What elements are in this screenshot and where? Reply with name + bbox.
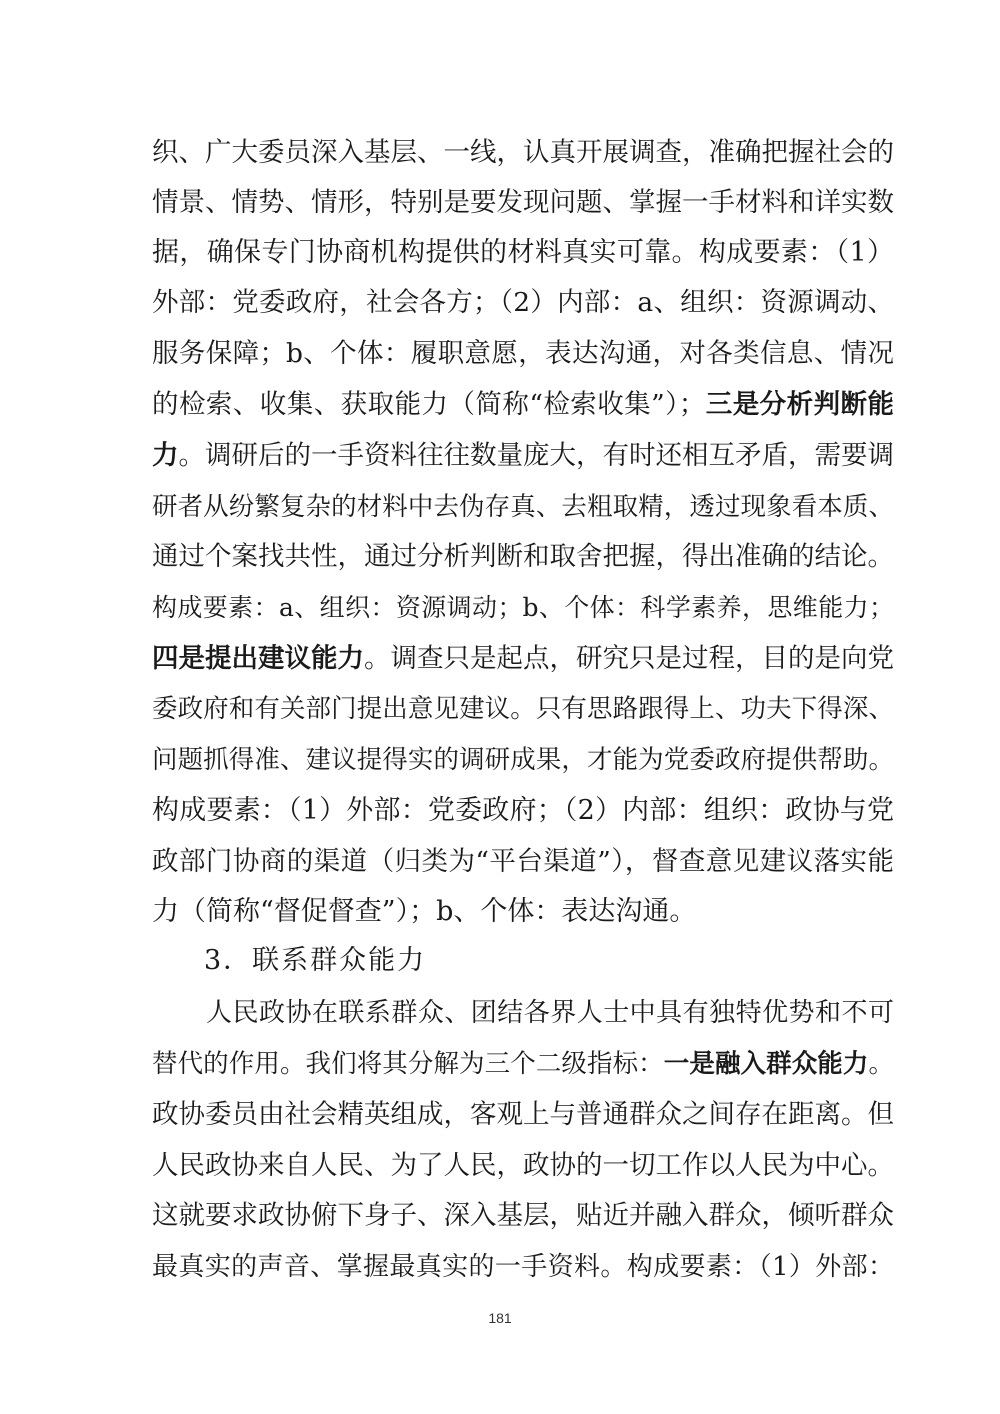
line-text: 人民政协在联系群众、团结各界人士中具有独特优势和不可 [206, 998, 894, 1028]
paragraph-line [152, 845, 894, 879]
line-text: 最真实的声音、掌握最真实的一手资料。构成要素：（1）外部： [152, 1252, 894, 1282]
page-number: 181 [488, 1310, 512, 1326]
line-text: 织、广大委员深入基层、一线，认真开展调查，准确把握社会的 [152, 137, 894, 168]
line-text: 构成要素：（1）外部：党委政府；（2）内部：组织：政协与党 [152, 795, 894, 826]
paragraph-line [152, 895, 894, 929]
paragraph-line [152, 794, 894, 828]
line-text: 的检索、收集、获取能力（简称“检索收集”）； [152, 389, 706, 420]
line-text: 构成要素：a、组织：资源调动；b、个体：科学素养，思维能力； [152, 593, 894, 622]
line-text: 力（简称“督促督查”）；b、个体：表达沟通。 [152, 896, 697, 927]
paragraph-line [152, 1199, 894, 1233]
paragraph-line [152, 1098, 894, 1132]
line-text: 替代的作用。我们将其分解为三个二级指标： [152, 1049, 664, 1079]
bold-indicator-text: 三是分析判断能 [705, 389, 894, 420]
paragraph-line [152, 136, 894, 170]
paragraph-line [152, 490, 894, 524]
line-text: 委政府和有关部门提出意见建议。只有思路跟得上、功夫下得深、 [152, 694, 894, 724]
paragraph-line [152, 1149, 894, 1183]
bold-indicator-text: 力 [152, 440, 179, 471]
line-text: 。调研后的一手资料往往数量庞大，有时还相互矛盾，需要调 [178, 440, 894, 471]
heading-text: 3．联系群众能力 [204, 945, 427, 976]
line-text: 人民政协来自人民、为了人民，政协的一切工作以人民为中心。 [152, 1150, 894, 1181]
line-text: 通过个案找共性，通过分析判断和取舍把握，得出准确的结论。 [152, 541, 894, 572]
paragraph-line [152, 692, 894, 726]
paragraph-line [152, 439, 894, 473]
paragraph-line [152, 1047, 894, 1081]
paragraph-line [152, 186, 894, 220]
paragraph-line [152, 1250, 894, 1284]
line-text: 服务保障；b、个体：履职意愿，表达沟通，对各类信息、情况 [152, 338, 894, 369]
paragraph-line [152, 236, 894, 270]
line-text: 。 [868, 1049, 894, 1079]
bold-indicator-text: 一是融入群众能力 [663, 1049, 869, 1079]
paragraph-line [152, 591, 894, 625]
paragraph-line [152, 642, 894, 676]
paragraph-line [152, 743, 894, 777]
line-text: 这就要求政协俯下身子、深入基层，贴近并融入群众，倾听群众 [152, 1200, 894, 1231]
line-text: 政协委员由社会精英组成，客观上与普通群众之间存在距离。但 [152, 1099, 894, 1130]
paragraph-line [206, 996, 894, 1030]
line-text: 情景、情势、情形，特别是要发现问题、掌握一手材料和详实数 [152, 187, 894, 218]
paragraph-line [152, 286, 894, 320]
paragraph-line [152, 540, 894, 574]
line-text: 。调查只是起点，研究只是过程，目的是向党 [364, 643, 894, 674]
line-text: 外部：党委政府，社会各方；（2）内部：a、组织：资源调动、 [152, 287, 894, 318]
line-text: 政部门协商的渠道（归类为“平台渠道”），督查意见建议落实能 [152, 846, 894, 877]
paragraph-line [152, 388, 894, 422]
section-heading [204, 944, 946, 978]
paragraph-line [152, 337, 894, 371]
bold-indicator-text: 四是提出建议能力 [152, 643, 364, 674]
line-text: 据，确保专门协商机构提供的材料真实可靠。构成要素：（1） [152, 237, 894, 268]
line-text: 研者从纷繁复杂的材料中去伪存真、去粗取精，透过现象看本质、 [152, 492, 894, 522]
line-text: 问题抓得准、建议提得实的调研成果，才能为党委政府提供帮助。 [152, 745, 894, 775]
